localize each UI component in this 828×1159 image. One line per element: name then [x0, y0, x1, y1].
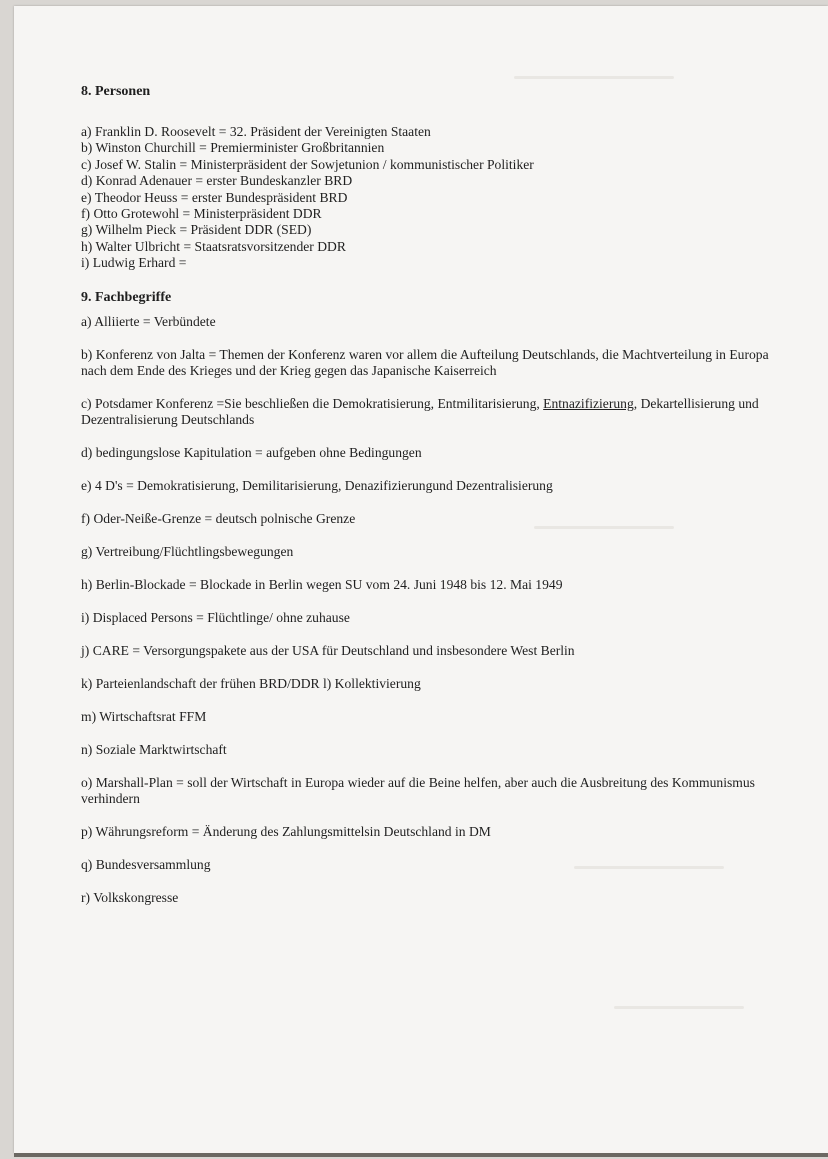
term-text: , Dekartellisierung und Dezentralisierung Deutschlands [81, 395, 759, 427]
term-item: a) Alliierte = Verbündete [81, 313, 216, 329]
term-item: o) Marshall-Plan = soll der Wirtschaft in Europa wieder auf die Beine helfen, aber auch die Ausbreitung des Kommunismus verhindern [81, 774, 755, 806]
term-item: k) Parteienlandschaft der frühen BRD/DDR l) Kollektivierung [81, 675, 421, 691]
term-item: r) Volkskongresse [81, 889, 179, 905]
terms-list [81, 314, 781, 906]
list-item: g) Wilhelm Pieck = Präsident DDR (SED) [81, 222, 312, 238]
term-item: b) Konferenz von Jalta = Themen der Konferenz waren vor allem die Aufteilung Deutschlands, die Machtverteilung in Europa nach dem Ende des Krieges und der Krieg gegen das Japanische Kaiserreich [81, 346, 769, 378]
underlined-term: Entnazifizierung [543, 395, 634, 411]
document-page [14, 6, 828, 1153]
persons-list [81, 124, 781, 272]
list-item: c) Josef W. Stalin = Ministerpräsident der Sowjetunion / kommunistischer Politiker [81, 156, 534, 172]
section-heading-fachbegriffe: 9. Fachbegriffe [81, 289, 172, 305]
term-item: i) Displaced Persons = Flüchtlinge/ ohne zuhause [81, 609, 350, 625]
list-item: e) Theodor Heuss = erster Bundespräsident BRD [81, 189, 348, 205]
list-item: f) Otto Grotewohl = Ministerpräsident DDR [81, 206, 322, 222]
term-item: q) Bundesversammlung [81, 856, 211, 872]
list-item: i) Ludwig Erhard = [81, 255, 187, 271]
list-item: a) Franklin D. Roosevelt = 32. Präsident der Vereinigten Staaten [81, 124, 431, 139]
term-item: j) CARE = Versorgungspakete aus der USA für Deutschland und insbesondere West Berlin [81, 642, 575, 658]
term-text: c) Potsdamer Konferenz =Sie beschließen die Demokratisierung, Entmilitarisierung, [81, 395, 544, 411]
term-item: n) Soziale Marktwirtschaft [81, 741, 227, 757]
show-through-mark [614, 1006, 744, 1009]
term-item: f) Oder-Neiße-Grenze = deutsch polnische Grenze [81, 510, 356, 526]
show-through-mark [514, 76, 674, 79]
list-item: b) Winston Churchill = Premierminister Großbritannien [81, 140, 385, 156]
term-item: g) Vertreibung/Flüchtlingsbewegungen [81, 543, 294, 559]
term-item: h) Berlin-Blockade = Blockade in Berlin wegen SU vom 24. Juni 1948 bis 12. Mai 1949 [81, 576, 563, 592]
document-content [81, 84, 781, 923]
list-item: d) Konrad Adenauer = erster Bundeskanzler BRD [81, 173, 353, 189]
section-heading-personen: 8. Personen [81, 84, 151, 99]
term-item [81, 396, 781, 428]
term-item: e) 4 D's = Demokratisierung, Demilitarisierung, Denazifizierungund Dezentralisierung [81, 477, 553, 493]
list-item: h) Walter Ulbricht = Staatsratsvorsitzender DDR [81, 238, 346, 254]
term-item: d) bedingungslose Kapitulation = aufgeben ohne Bedingungen [81, 444, 422, 460]
term-item: m) Wirtschaftsrat FFM [81, 708, 207, 724]
term-item: p) Währungsreform = Änderung des Zahlungsmittelsin Deutschland in DM [81, 823, 491, 839]
